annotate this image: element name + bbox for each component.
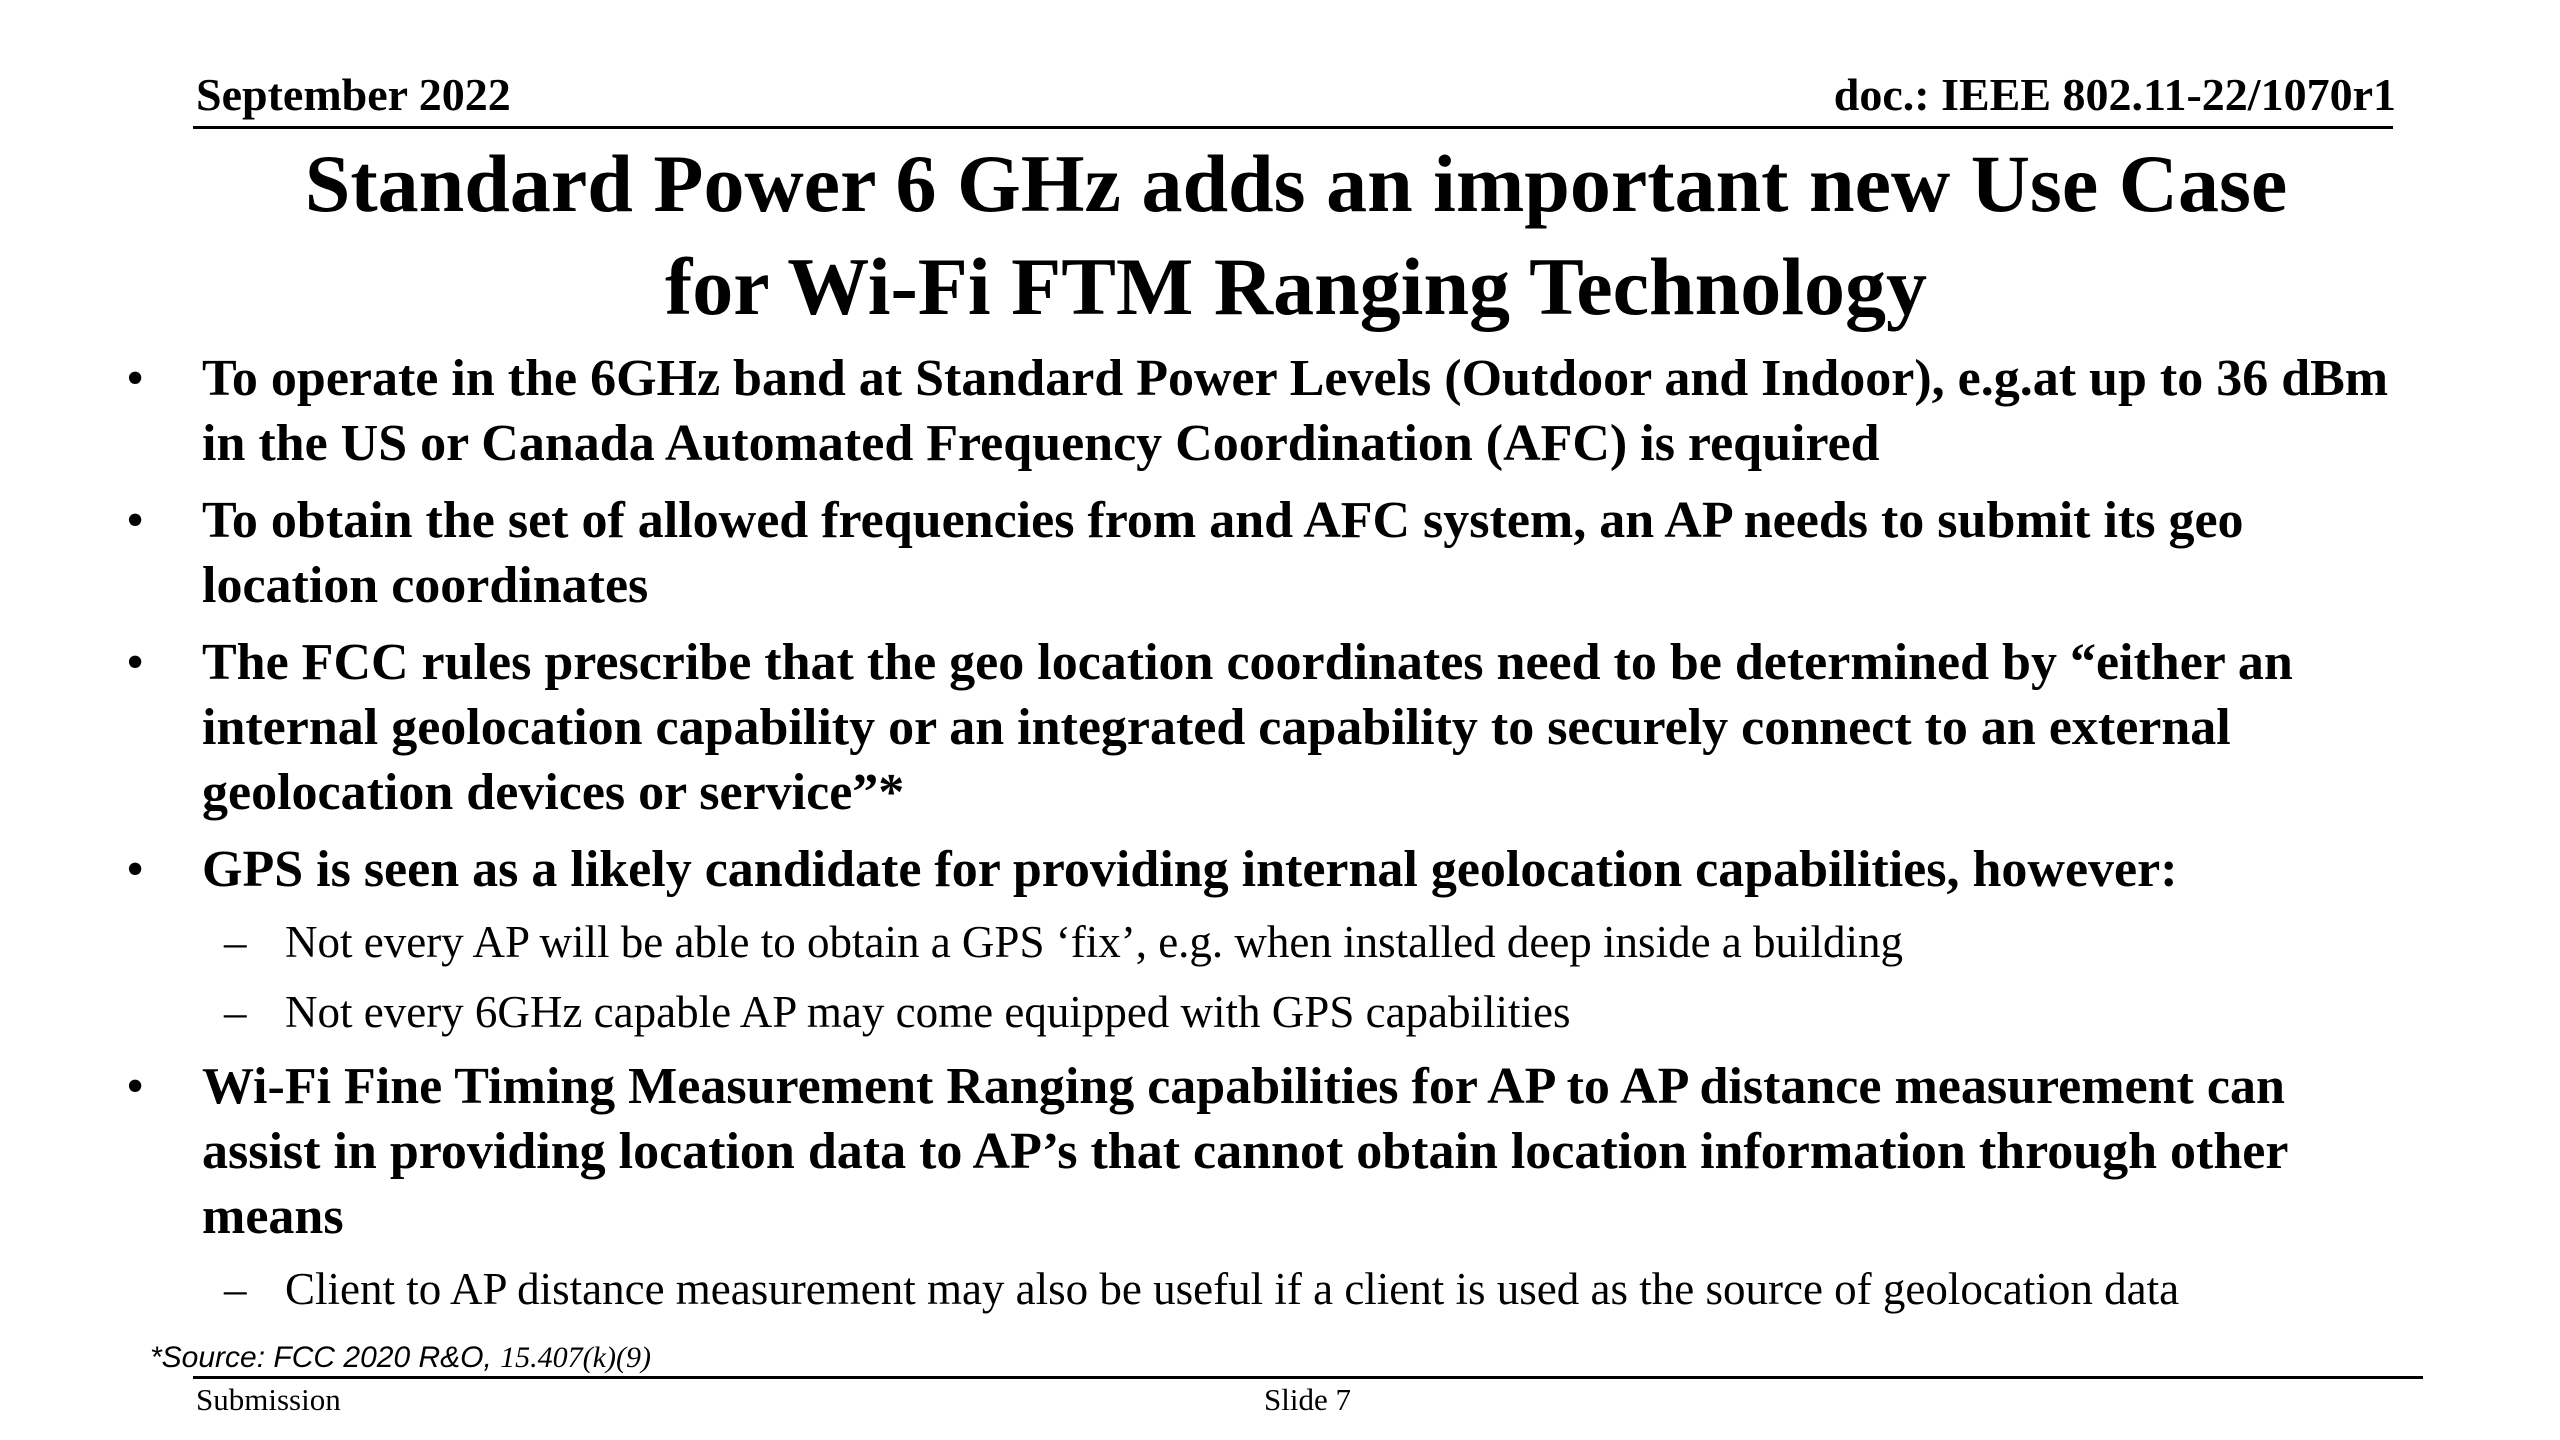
- bullet-marker: •: [126, 350, 145, 407]
- header-divider: [193, 126, 2393, 129]
- sub-bullet-text: Not every AP will be able to obtain a GPS ‘fix’, e.g. when installed deep inside a building: [285, 917, 1904, 967]
- bullet-text: To obtain the set of allowed frequencies from and AFC system, an AP needs to submit its geo location coordinates: [202, 492, 2244, 614]
- bullet-text: Wi-Fi Fine Timing Measurement Ranging capabilities for AP to AP distance measurement can assist in providing location data to AP’s that cannot obtain location information through other means: [202, 1058, 2288, 1245]
- bullet-marker: •: [126, 634, 145, 691]
- bullet-marker: •: [126, 841, 145, 898]
- sub-bullet-marker: –: [224, 1264, 247, 1314]
- bullet-text: GPS is seen as a likely candidate for providing internal geolocation capabilities, however:: [202, 841, 2178, 898]
- bullet-text: To operate in the 6GHz band at Standard Power Levels (Outdoor and Indoor), e.g.at up to 36 dBm in the US or Canada Automated Frequency Coordination (AFC) is required: [202, 350, 2389, 472]
- header-date: September 2022: [196, 69, 511, 120]
- bullet-item: [0, 837, 2560, 902]
- header-doc-id: doc.: IEEE 802.11-22/1070r1: [1833, 69, 2396, 120]
- bullet-list: [0, 346, 2560, 1331]
- sub-bullet-text: Not every 6GHz capable AP may come equipped with GPS capabilities: [285, 987, 1571, 1037]
- slide-title: [196, 132, 2396, 338]
- bullet-item: [0, 1054, 2560, 1249]
- sub-bullet-marker: –: [224, 987, 247, 1037]
- source-footnote: [150, 1341, 651, 1375]
- footer-slide-number: Slide 7: [1264, 1382, 1351, 1417]
- bullet-item: [0, 346, 2560, 476]
- sub-bullet-item: [0, 1261, 2560, 1318]
- footnote-source: *Source: FCC 2020 R&O,: [150, 1341, 501, 1374]
- bullet-item: [0, 630, 2560, 825]
- sub-bullet-marker: –: [224, 917, 247, 967]
- bullet-text: The FCC rules prescribe that the geo location coordinates need to be determined by “either an internal geolocation capability or an integrated capability to securely connect to an external geolocation devices or service”*: [202, 634, 2293, 821]
- sub-bullet-text: Client to AP distance measurement may also be useful if a client is used as the source of geolocation data: [285, 1264, 2180, 1314]
- sub-bullet-item: [0, 984, 2560, 1041]
- footnote-rule-ref: 15.407(k)(9): [500, 1341, 651, 1374]
- bullet-marker: •: [126, 492, 145, 549]
- bullet-marker: •: [126, 1058, 145, 1115]
- bullet-item: [0, 488, 2560, 618]
- slide-title-line-1: Standard Power 6 GHz adds an important new Use Case: [304, 138, 2288, 229]
- sub-bullet-item: [0, 914, 2560, 971]
- slide-title-line-2: for Wi-Fi FTM Ranging Technology: [664, 241, 1928, 332]
- footer-divider: [193, 1376, 2423, 1379]
- footer-submission: Submission: [196, 1382, 341, 1417]
